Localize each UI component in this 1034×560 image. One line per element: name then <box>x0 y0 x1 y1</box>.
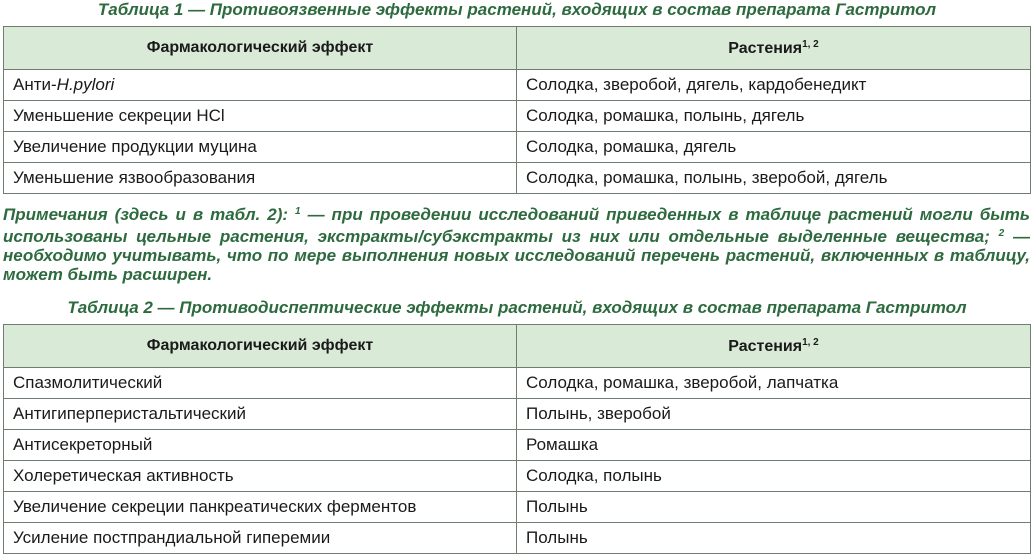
effect-italic: H.pylori <box>56 75 115 94</box>
table1-header-plants-sup: 1, 2 <box>802 38 819 50</box>
plants-cell: Солодка, зверобой, дягель, кардобенедикт <box>517 70 1031 101</box>
table1 <box>3 26 1031 194</box>
notes-lead: Примечания (здесь и в табл. 2): <box>3 205 296 224</box>
table-row <box>4 70 1031 101</box>
plants-cell: Солодка, ромашка, полынь, зверобой, дягель <box>517 163 1031 194</box>
effect-cell: Уменьшение язвообразования <box>4 163 517 194</box>
notes-sup2: 2 <box>998 228 1005 239</box>
plants-cell: Солодка, ромашка, дягель <box>517 132 1031 163</box>
effect-cell: Уменьшение секреции HCl <box>4 101 517 132</box>
notes-text2: — необходимо учитывать, что по мере выполнения новых исследований перечень растений, включенных в таблицу, может быть расширен. <box>3 227 1030 284</box>
table-row <box>4 399 1031 430</box>
table-row <box>4 132 1031 163</box>
table-notes <box>3 202 1030 284</box>
table1-caption: Таблица 1 — Противоязвенные эффекты растений, входящих в состав препарата Гастритол <box>97 0 937 19</box>
table1-header-row <box>4 27 1031 70</box>
effect-cell: Спазмолитический <box>4 368 517 399</box>
table-row <box>4 101 1031 132</box>
table2-header-plants-label: Растения <box>728 337 803 355</box>
notes-text1: — при проведении исследований приведенных в таблице растений могли быть использованы цельные растения, экстракты/субэкстракты из них или отдельные выделенные вещества; <box>3 205 1030 246</box>
plants-cell: Полынь <box>517 523 1031 554</box>
table2-header-effect: Фармакологический эффект <box>4 325 517 368</box>
table1-header-plants <box>517 27 1031 70</box>
table-row <box>4 430 1031 461</box>
table2-header-row <box>4 325 1031 368</box>
table1-header-effect: Фармакологический эффект <box>4 27 517 70</box>
table-row <box>4 461 1031 492</box>
table2-caption: Таблица 2 — Противодиспептические эффекты растений, входящих в состав препарата Гастритол <box>67 298 967 317</box>
table-row <box>4 492 1031 523</box>
effect-cell: Увеличение секреции панкреатических ферментов <box>4 492 517 523</box>
effect-prefix: Анти- <box>13 75 57 94</box>
table-row <box>4 368 1031 399</box>
table2 <box>3 324 1031 554</box>
notes-sup1: 1 <box>295 206 301 217</box>
effect-cell: Увеличение продукции муцина <box>4 132 517 163</box>
plants-cell: Солодка, полынь <box>517 461 1031 492</box>
plants-cell: Полынь, зверобой <box>517 399 1031 430</box>
table-row <box>4 523 1031 554</box>
effect-cell: Антисекреторный <box>4 430 517 461</box>
table1-header-plants-label: Растения <box>728 39 803 57</box>
effect-cell: Антигиперперистальтический <box>4 399 517 430</box>
effect-cell: Усиление постпрандиальной гиперемии <box>4 523 517 554</box>
plants-cell: Солодка, ромашка, зверобой, лапчатка <box>517 368 1031 399</box>
effect-cell: Холеретическая активность <box>4 461 517 492</box>
effect-cell <box>4 70 517 101</box>
plants-cell: Ромашка <box>517 430 1031 461</box>
table2-header-plants-sup: 1, 2 <box>802 336 819 348</box>
table2-header-plants <box>517 325 1031 368</box>
table-row <box>4 163 1031 194</box>
plants-cell: Солодка, ромашка, полынь, дягель <box>517 101 1031 132</box>
plants-cell: Полынь <box>517 492 1031 523</box>
